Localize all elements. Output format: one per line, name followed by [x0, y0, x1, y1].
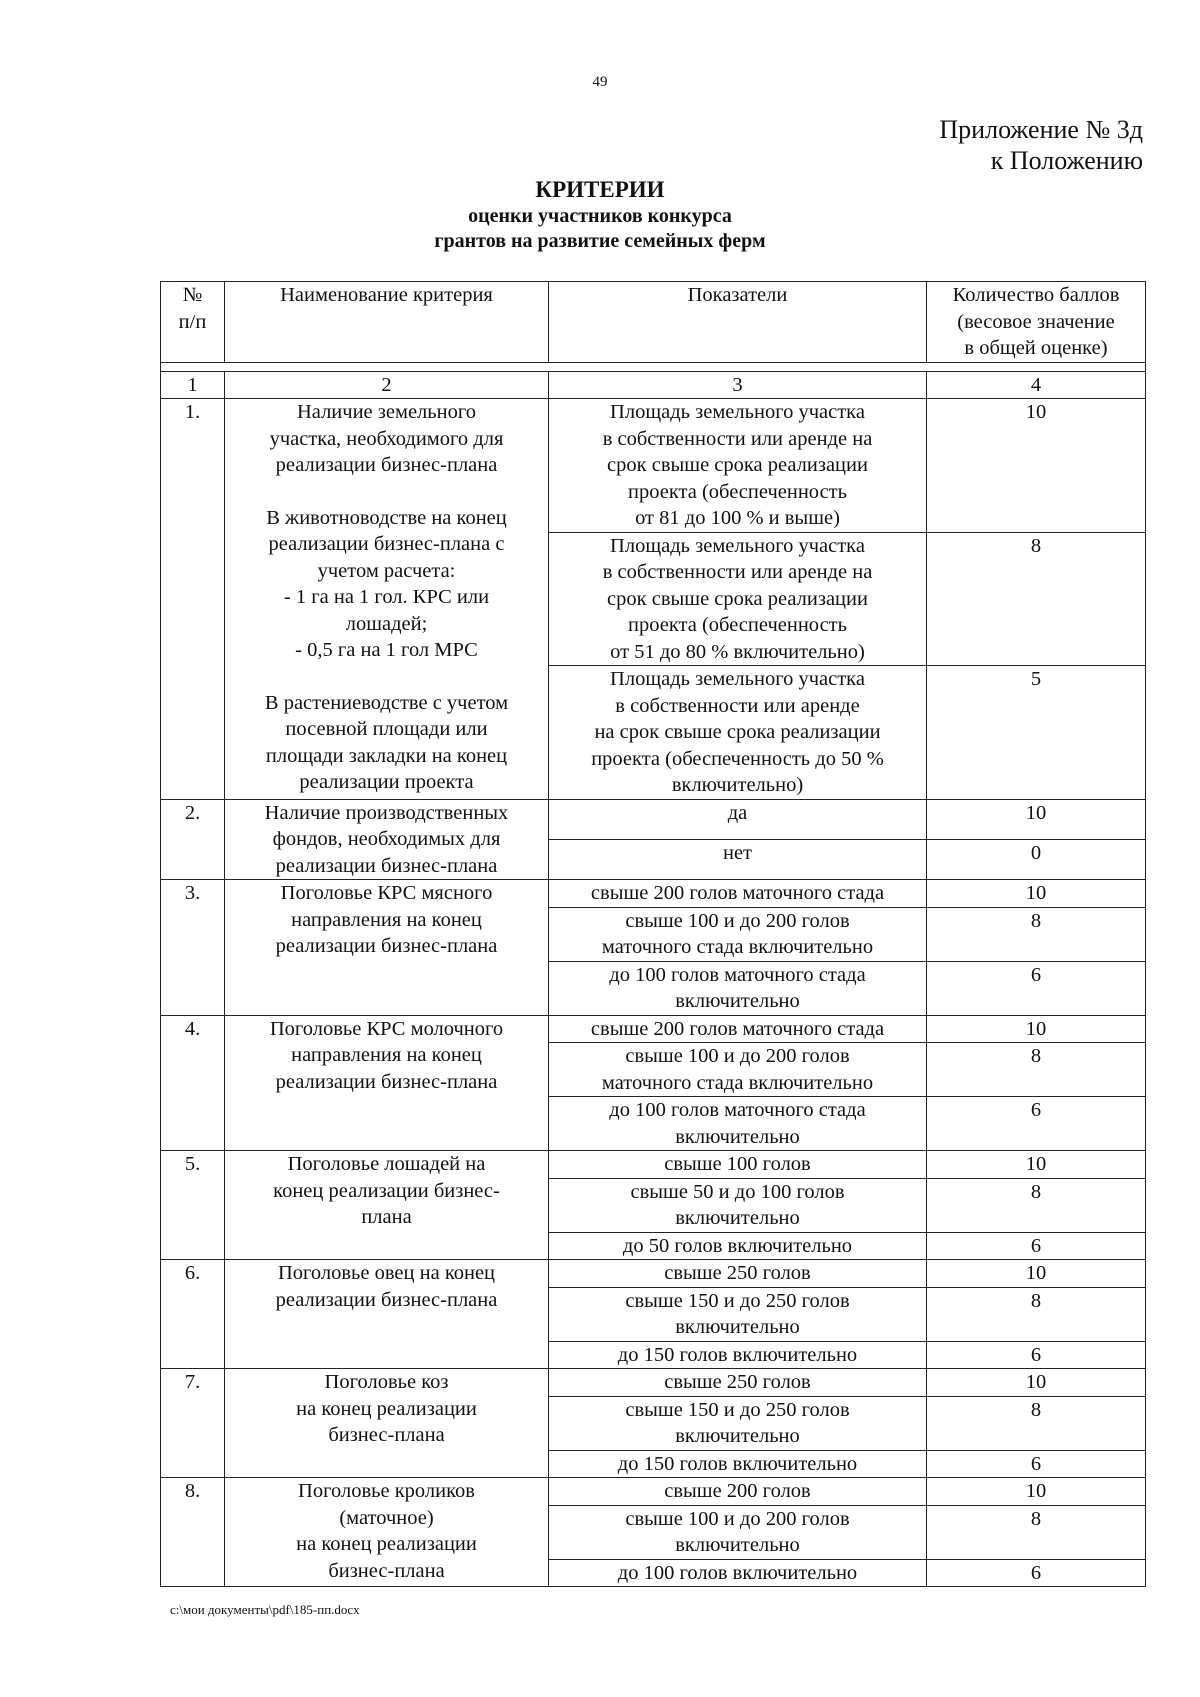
- column-number: 4: [927, 371, 1146, 399]
- criterion-number: 5.: [161, 1151, 225, 1260]
- title-line-1: КРИТЕРИИ: [535, 177, 665, 202]
- criteria-body: [161, 399, 1146, 1587]
- indicator-cell: до 100 голов маточного стада включительно: [549, 961, 927, 1015]
- table-row: [161, 399, 1146, 533]
- points-cell: 8: [927, 532, 1146, 666]
- points-cell: 10: [927, 1151, 1146, 1179]
- indicator-cell: свыше 200 голов: [549, 1478, 927, 1506]
- indicator-cell: Площадь земельного участка в собственности или аренде на срок свыше срока реализации проекта (обеспеченность до 50 % включительно): [549, 666, 927, 800]
- table-row: [161, 1151, 1146, 1179]
- criteria-table: [160, 281, 1146, 1587]
- indicator-cell: свыше 100 голов: [549, 1151, 927, 1179]
- table-header-row: [161, 282, 1146, 363]
- table-row: [161, 799, 1146, 839]
- points-cell: 8: [927, 1396, 1146, 1450]
- header-separator: [161, 362, 1146, 371]
- criterion-name: Поголовье КРС молочного направления на конец реализации бизнес-плана: [225, 1015, 549, 1151]
- indicator-cell: свыше 200 голов маточного стада: [549, 880, 927, 908]
- appendix-line: к Положению: [990, 146, 1143, 175]
- page-number: 49: [592, 74, 608, 90]
- points-cell: 10: [927, 399, 1146, 533]
- points-cell: 6: [927, 1559, 1146, 1587]
- criterion-number: 7.: [161, 1369, 225, 1478]
- points-cell: 6: [927, 1450, 1146, 1478]
- points-cell: 10: [927, 1015, 1146, 1043]
- criterion-number: 2.: [161, 799, 225, 880]
- title-line-3: грантов на развитие семейных ферм: [434, 230, 766, 252]
- table-row: [161, 1369, 1146, 1397]
- table-row: [161, 1015, 1146, 1043]
- indicator-cell: свыше 100 и до 200 голов маточного стада включительно: [549, 1043, 927, 1097]
- table-row: [161, 880, 1146, 908]
- points-cell: 10: [927, 1478, 1146, 1506]
- file-path-footer: c:\мои документы\pdf\185-пп.docx: [170, 1602, 360, 1617]
- criterion-name: Поголовье КРС мясного направления на конец реализации бизнес-плана: [225, 880, 549, 1016]
- criterion-name: Поголовье коз на конец реализации бизнес-плана: [225, 1369, 549, 1478]
- points-cell: 10: [927, 880, 1146, 908]
- criterion-number: 6.: [161, 1260, 225, 1369]
- column-number: 3: [549, 371, 927, 399]
- indicator-cell: да: [549, 799, 927, 839]
- criterion-name: Поголовье кроликов (маточное) на конец реализации бизнес-плана: [225, 1478, 549, 1587]
- points-cell: 8: [927, 1178, 1146, 1232]
- appendix-caption: [939, 114, 1143, 176]
- header-num: № п/п: [161, 282, 225, 363]
- indicator-cell: до 100 голов включительно: [549, 1559, 927, 1587]
- indicator-cell: свыше 100 и до 200 голов включительно: [549, 1505, 927, 1559]
- header-indicators: Показатели: [549, 282, 927, 363]
- indicator-cell: Площадь земельного участка в собственности или аренде на срок свыше срока реализации проекта (обеспеченность от 51 до 80 % включительно): [549, 532, 927, 666]
- indicator-cell: до 150 голов включительно: [549, 1341, 927, 1369]
- table-row: [161, 1478, 1146, 1506]
- indicator-cell: свыше 250 голов: [549, 1260, 927, 1288]
- indicator-cell: до 50 голов включительно: [549, 1232, 927, 1260]
- indicator-cell: свыше 50 и до 100 голов включительно: [549, 1178, 927, 1232]
- indicator-cell: до 150 голов включительно: [549, 1450, 927, 1478]
- points-cell: 0: [927, 839, 1146, 879]
- criterion-name: Наличие производственных фондов, необходимых для реализации бизнес-плана: [225, 799, 549, 880]
- criterion-name: Поголовье лошадей на конец реализации бизнес- плана: [225, 1151, 549, 1260]
- points-cell: 8: [927, 1505, 1146, 1559]
- indicator-cell: Площадь земельного участка в собственности или аренде на срок свыше срока реализации проекта (обеспеченность от 81 до 100 % и выше): [549, 399, 927, 533]
- criterion-number: 8.: [161, 1478, 225, 1587]
- points-cell: 8: [927, 907, 1146, 961]
- points-cell: 10: [927, 799, 1146, 839]
- criterion-number: 3.: [161, 880, 225, 1016]
- indicator-cell: свыше 150 и до 250 голов включительно: [549, 1287, 927, 1341]
- indicator-cell: свыше 200 голов маточного стада: [549, 1015, 927, 1043]
- points-cell: 6: [927, 1097, 1146, 1151]
- column-numbers-row: [161, 371, 1146, 399]
- indicator-cell: свыше 100 и до 200 голов маточного стада включительно: [549, 907, 927, 961]
- points-cell: 8: [927, 1287, 1146, 1341]
- points-cell: 6: [927, 1232, 1146, 1260]
- appendix-line: Приложение № 3д: [939, 115, 1143, 144]
- indicator-cell: свыше 150 и до 250 голов включительно: [549, 1396, 927, 1450]
- criterion-name: Наличие земельного участка, необходимого для реализации бизнес-плана В животноводстве на конец реализации бизнес-плана с учетом расчета: - 1 га на 1 гол. КРС или лошадей; - 0,5 га на 1 гол МРС В растениеводстве с учетом посевной площади или площади закладки на конец реализации проекта: [225, 399, 549, 800]
- criterion-number: 1.: [161, 399, 225, 800]
- indicator-cell: до 100 голов маточного стада включительно: [549, 1097, 927, 1151]
- points-cell: 6: [927, 1341, 1146, 1369]
- column-number: 2: [225, 371, 549, 399]
- column-number: 1: [161, 371, 225, 399]
- title-line-2: оценки участников конкурса: [468, 205, 732, 227]
- points-cell: 10: [927, 1369, 1146, 1397]
- points-cell: 6: [927, 961, 1146, 1015]
- indicator-cell: нет: [549, 839, 927, 879]
- table-row: [161, 1260, 1146, 1288]
- points-cell: 5: [927, 666, 1146, 800]
- points-cell: 8: [927, 1043, 1146, 1097]
- indicator-cell: свыше 250 голов: [549, 1369, 927, 1397]
- points-cell: 10: [927, 1260, 1146, 1288]
- header-points: Количество баллов (весовое значение в общей оценке): [927, 282, 1146, 363]
- document-title: [0, 176, 1200, 254]
- criterion-number: 4.: [161, 1015, 225, 1151]
- header-name: Наименование критерия: [225, 282, 549, 363]
- criterion-name: Поголовье овец на конец реализации бизнес-плана: [225, 1260, 549, 1369]
